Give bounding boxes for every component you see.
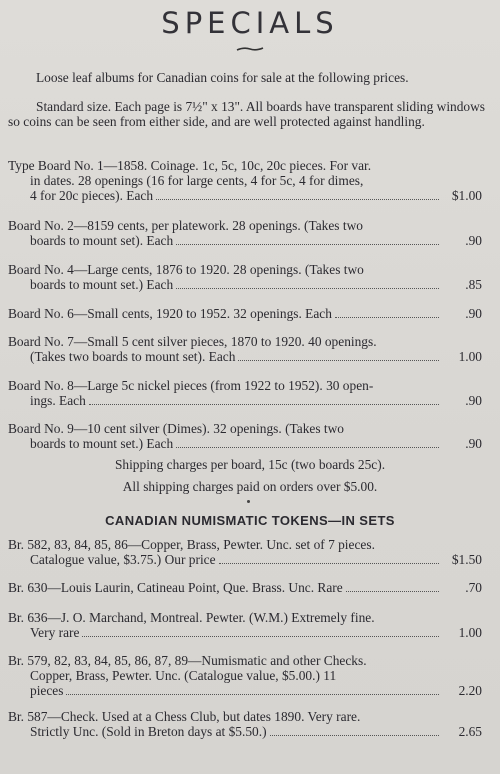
token-4-price: 2.20	[458, 683, 482, 698]
token-1-price: $1.50	[451, 552, 482, 567]
board-4-lastline	[8, 277, 442, 292]
leader-dots	[66, 693, 439, 695]
token-4-line1: Br. 579, 82, 83, 84, 85, 86, 87, 89—Numismatic and other Checks.	[8, 653, 367, 668]
board-9-price: .90	[465, 436, 482, 451]
token-2-line1: Br. 630—Louis Laurin, Catineau Point, Que. Brass. Unc. Rare	[8, 580, 343, 595]
separator-dot	[247, 500, 250, 503]
token-5-line1: Br. 587—Check. Used at a Chess Club, but dates 1890. Very rare.	[8, 709, 361, 724]
leader-dots	[176, 287, 439, 289]
token-2-lastline	[8, 580, 442, 595]
token-entry-5	[8, 709, 494, 739]
board-9-line1: Board No. 9—10 cent silver (Dimes). 32 openings. (Takes two	[8, 421, 344, 436]
token-4-line3: pieces	[30, 683, 64, 698]
token-entry-1	[8, 537, 494, 567]
board-entry-2	[8, 218, 494, 248]
token-1-line2: Catalogue value, $3.75.) Our price	[30, 552, 216, 567]
standard-size-text: Standard size. Each page is 7½" x 13". All boards have transparent sliding windows so coins can be seen from either side, and are well protected against handling.	[8, 99, 486, 129]
intro-text: Loose leaf albums for Canadian coins for sale at the following prices.	[36, 70, 409, 85]
leader-dots	[335, 316, 439, 318]
leader-dots	[156, 198, 439, 200]
board-6-lastline	[8, 306, 442, 321]
leader-dots	[346, 590, 439, 592]
token-3-price: 1.00	[458, 625, 482, 640]
board-7-line1: Board No. 7—Small 5 cent silver pieces, 1870 to 1920. 40 openings.	[8, 334, 377, 349]
board-9-lastline	[8, 436, 442, 451]
token-5-line2: Strictly Unc. (Sold in Breton days at $5.50.)	[30, 724, 267, 739]
shipping-free-text: All shipping charges paid on orders over $5.00.	[122, 479, 378, 494]
title-swash-ornament	[235, 44, 265, 54]
board-9-line2: boards to mount set.) Each	[30, 436, 174, 451]
board-8-line2: ings. Each	[30, 393, 86, 408]
board-7-price: 1.00	[458, 349, 482, 364]
token-3-line2: Very rare	[30, 625, 80, 640]
board-2-price: .90	[465, 233, 482, 248]
leader-dots	[176, 446, 439, 448]
token-5-price: 2.65	[458, 724, 482, 739]
leader-dots	[176, 243, 439, 245]
board-2-line2: boards to mount set). Each	[30, 233, 174, 248]
token-1-line1: Br. 582, 83, 84, 85, 86—Copper, Brass, Pewter. Unc. set of 7 pieces.	[8, 537, 375, 552]
board-entry-1	[8, 158, 494, 203]
leader-dots	[89, 403, 439, 405]
board-7-line2: (Takes two boards to mount set). Each	[30, 349, 236, 364]
board-entry-8	[8, 378, 494, 408]
board-4-line2: boards to mount set.) Each	[30, 277, 174, 292]
token-3-lastline	[8, 625, 442, 640]
board-entry-6	[8, 306, 494, 321]
board-6-line1: Board No. 6—Small cents, 1920 to 1952. 32 openings. Each	[8, 306, 332, 321]
token-3-line1: Br. 636—J. O. Marchand, Montreal. Pewter. (W.M.) Extremely fine.	[8, 610, 375, 625]
token-4-line2: Copper, Brass, Pewter. Unc. (Catalogue value, $5.00.) 11	[30, 668, 337, 683]
board-1-price: $1.00	[451, 188, 482, 203]
board-6-price: .90	[465, 306, 482, 321]
token-2-price: .70	[465, 580, 482, 595]
token-entry-4	[8, 653, 494, 698]
token-entry-2	[8, 580, 494, 595]
board-8-lastline	[8, 393, 442, 408]
token-5-lastline	[8, 724, 442, 739]
board-1-line2: in dates. 28 openings (16 for large cents, 4 for 5c, 4 for dimes,	[30, 173, 364, 188]
leader-dots	[238, 359, 439, 361]
board-4-price: .85	[465, 277, 482, 292]
leader-dots	[82, 635, 439, 637]
board-1-line1: Type Board No. 1—1858. Coinage. 1c, 5c, 10c, 20c pieces. For var.	[8, 158, 372, 173]
board-entry-9	[8, 421, 494, 451]
leader-dots	[219, 562, 439, 564]
board-2-line1: Board No. 2—8159 cents, per platework. 28 openings. (Takes two	[8, 218, 363, 233]
board-entry-7	[8, 334, 494, 364]
shipping-charges-text: Shipping charges per board, 15c (two boards 25c).	[114, 457, 386, 472]
board-4-line1: Board No. 4—Large cents, 1876 to 1920. 28 openings. (Takes two	[8, 262, 364, 277]
board-1-line3: 4 for 20c pieces). Each	[30, 188, 154, 203]
board-7-lastline	[8, 349, 442, 364]
token-1-lastline	[8, 552, 442, 567]
token-entry-3	[8, 610, 494, 640]
tokens-heading: CANADIAN NUMISMATIC TOKENS—IN SETS	[105, 513, 395, 528]
leader-dots	[270, 734, 439, 736]
token-4-lastline	[8, 683, 442, 698]
board-8-line1: Board No. 8—Large 5c nickel pieces (from 1922 to 1952). 30 open-	[8, 378, 374, 393]
board-2-lastline	[8, 233, 442, 248]
board-1-lastline	[8, 188, 442, 203]
page-title: SPECIALS	[161, 6, 339, 40]
board-8-price: .90	[465, 393, 482, 408]
board-entry-4	[8, 262, 494, 292]
